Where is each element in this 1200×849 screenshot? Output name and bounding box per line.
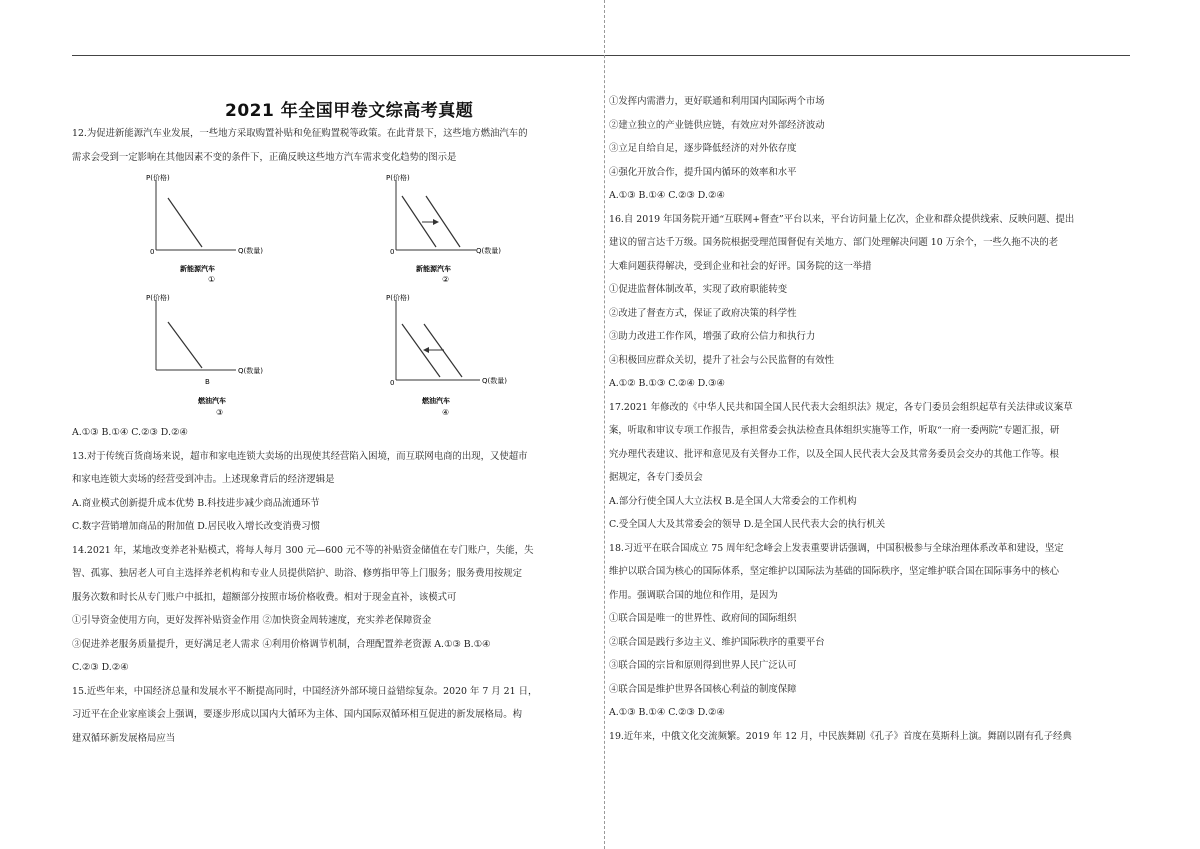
q17-line-2: 案，听取和审议专项工作报告，承担常委会执法检查具体组织实施等工作，听取“一府一委两院”专题汇报，研	[609, 425, 1060, 436]
graph-caption: 燃油汽车	[422, 397, 450, 405]
q12-line-1: 12.为促进新能源汽车业发展，一些地方采取购置补贴和免征购置税等政策。在此背景下，这些地方燃油汽车的	[72, 128, 528, 139]
q14-line-5: ③促进养老服务质量提升，更好满足老人需求 ④利用价格调节机制，合理配置养老资源 A.①③ B.①④	[72, 638, 491, 650]
q12-options: A.①③ B.①④ C.②③ D.②④	[72, 427, 188, 438]
q18-line-3: 作用。强调联合国的地位和作用，是因为	[609, 589, 778, 601]
p-axis-label: P(价格)	[386, 174, 410, 182]
p-axis-label: P(价格)	[146, 174, 170, 182]
q13-options-cd: C.数字营销增加商品的附加值 D.居民收入增长改变消费习惯	[72, 521, 320, 532]
q12-stem	[72, 122, 596, 169]
q16-choice-3: ③助力改进工作作风，增强了政府公信力和执行力	[609, 331, 816, 342]
q15-choice-1: ①发挥内需潜力，更好联通和利用国内国际两个市场	[609, 96, 825, 107]
document-title: 2021 年全国甲卷文综高考真题	[225, 101, 474, 121]
q17-options-cd: C.受全国人大及其常委会的领导 D.是全国人民代表大会的执行机关	[609, 519, 886, 530]
q14-line-2: 智、孤寡、独居老人可自主选择养老机构和专业人员提供陪护、助浴、修剪指甲等上门服务；服务费用按规定	[72, 568, 523, 579]
q16-choice-4: ④积极回应群众关切，提升了社会与公民监督的有效性	[609, 354, 835, 366]
p-axis-label: P(价格)	[386, 294, 410, 302]
q16-choice-2: ②改进了督查方式，保证了政府决策的科学性	[609, 307, 797, 319]
q18-choice-2: ②联合国是践行多边主义、维护国际秩序的重要平台	[609, 636, 825, 648]
q16-line-2: 建议的留言达千万级。国务院根据受理范围督促有关地方、部门处理解决问题 10 万余个，一些久拖不决的老	[609, 237, 1059, 248]
graph-caption: 新能源汽车	[416, 265, 451, 273]
q13-line-2: 和家电连锁大卖场的经营受到冲击。上述现象背后的经济逻辑是	[72, 474, 335, 485]
q18-choice-3: ③联合国的宗旨和原则得到世界人民广泛认可	[609, 660, 797, 671]
graph-4	[386, 293, 507, 417]
demand-curve	[168, 322, 202, 368]
graph-number: ①	[208, 275, 216, 284]
q-axis-label: Q(数量)	[238, 367, 263, 375]
q18-choice-4: ④联合国是维护世界各国核心利益的制度保障	[609, 683, 797, 695]
graph-number: ③	[216, 408, 224, 417]
q14-line-3: 服务次数和时长从专门账户中抵扣，超额部分按照市场价格收费。相对于现金直补，该模式可	[72, 591, 457, 603]
q15-choice-2: ②建立独立的产业链供应链，有效应对外部经济波动	[609, 119, 825, 131]
q14-line-4: ①引导资金使用方向，更好发挥补贴资金作用 ②加快资金周转速度，充实养老保障资金	[72, 615, 432, 626]
graph-number: ④	[442, 408, 450, 417]
q16-line-1: 16.自 2019 年国务院开通“互联网+督查”平台以来，平台访问量上亿次，企业和群众提供线索、反映问题、提出	[609, 213, 1075, 225]
q-axis-label: Q(数量)	[482, 377, 507, 385]
origin-label: 0	[390, 379, 395, 387]
q17-line-3: 究办理代表建议、批评和意见及有关督办工作，以及全国人民代表大会及其常务委员会交办的其他工作等。根	[609, 448, 1060, 460]
p-axis-label: P(价格)	[146, 294, 170, 302]
header-rule	[72, 55, 1130, 56]
q16-line-3: 大难问题获得解决，受到企业和社会的好评。国务院的这一举措	[609, 260, 872, 272]
q17-line-4: 据规定，各专门委员会	[609, 472, 703, 483]
q15-line-1: 15.近些年来，中国经济总量和发展水平不断提高同时，中国经济外部环境日益错综复杂。2020 年 7 月 21 日，	[72, 685, 538, 697]
q12-graphs	[140, 172, 520, 422]
q18-line-2: 维护以联合国为核心的国际体系，坚定维护以国际法为基础的国际秩序，坚定维护联合国在国际事务中的核心	[609, 566, 1060, 577]
column-divider	[604, 0, 605, 849]
graph-2	[386, 173, 501, 284]
graph-3	[146, 293, 263, 417]
q13-options-ab: A.商业模式创新提升成本优势 B.科技进步减少商品流通环节	[72, 497, 320, 509]
q15-choice-3: ③立足自给自足，逐步降低经济的对外依存度	[609, 143, 797, 154]
q15-options: A.①③ B.①④ C.②③ D.②④	[609, 190, 725, 201]
graph-number: ②	[442, 275, 450, 284]
q14-line-1: 14.2021 年，某地改变养老补贴模式，将每人每月 300 元—600 元不等的补贴资金储值在专门账户，失能，失	[72, 544, 534, 556]
graph-1	[146, 173, 263, 284]
q-axis-label: Q(数量)	[476, 247, 501, 255]
b-label: B	[205, 378, 210, 386]
origin-label: 0	[390, 248, 395, 256]
q17-line-1: 17.2021 年修改的《中华人民共和国全国人民代表大会组织法》规定，各专门委员会组织起草有关法律或议案草	[609, 401, 1073, 413]
q19-line-1: 19.近年来，中俄文化交流频繁。2019 年 12 月，中民族舞剧《孔子》首度在莫斯科上演。舞剧以剧有孔子经典	[609, 730, 1072, 742]
origin-label: 0	[150, 248, 155, 256]
q13-line-1: 13.对于传统百货商场来说，超市和家电连锁大卖场的出现使其经营陷入困境，而互联网电商的出现，又使超市	[72, 450, 528, 462]
graph-caption: 燃油汽车	[198, 397, 226, 405]
q16-options: A.①② B.①③ C.②④ D.③④	[609, 378, 725, 389]
q15-choice-4: ④强化开放合作，提升国内循环的效率和水平	[609, 166, 797, 178]
q18-options: A.①③ B.①④ C.②③ D.②④	[609, 707, 725, 718]
left-column-text	[72, 421, 596, 750]
q-axis-label: Q(数量)	[238, 247, 263, 255]
demand-curve-figures	[140, 172, 520, 422]
q18-choice-1: ①联合国是唯一的世界性、政府间的国际组织	[609, 613, 797, 624]
q14-line-6: C.②③ D.②④	[72, 662, 129, 673]
right-column-text	[609, 90, 1134, 748]
graph-caption: 新能源汽车	[180, 265, 215, 273]
demand-curve	[168, 198, 202, 247]
q18-line-1: 18.习近平在联合国成立 75 周年纪念峰会上发表重要讲话强调，中国积极参与全球治理体系改革和建设，坚定	[609, 542, 1064, 554]
q12-line-2: 需求会受到一定影响在其他因素不变的条件下，正确反映这些地方汽车需求变化趋势的图示是	[72, 151, 457, 163]
q15-line-3: 建双循环新发展格局应当	[72, 732, 176, 744]
q17-options-ab: A.部分行使全国人大立法权 B.是全国人大常委会的工作机构	[609, 495, 857, 507]
q16-choice-1: ①促进监督体制改革，实现了政府职能转变	[609, 284, 788, 295]
q15-line-2: 习近平在企业家座谈会上强调，要逐步形成以国内大循环为主体、国内国际双循环相互促进的新发展格局。构	[72, 709, 523, 720]
